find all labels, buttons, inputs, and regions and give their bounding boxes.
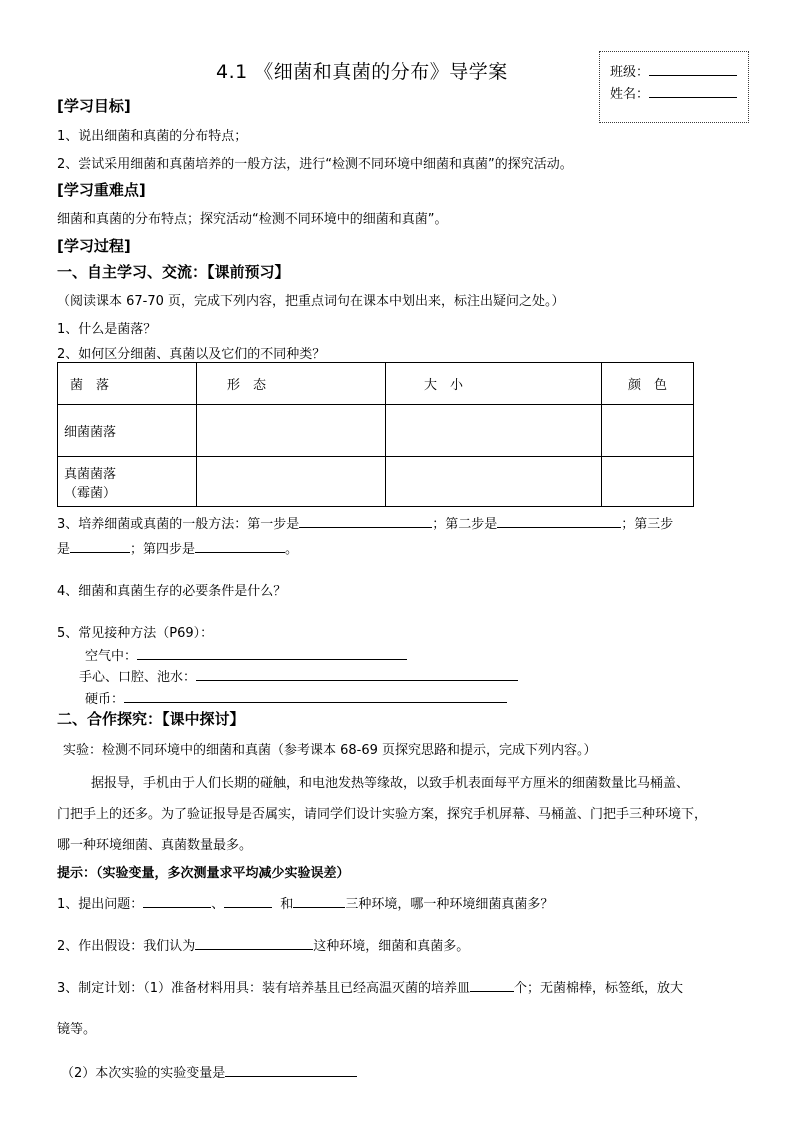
goal-item-1: 1、说出细菌和真菌的分布特点； — [57, 129, 248, 144]
part1-note: （阅读课本 67-70 页，完成下列内容，把重点词句在课本中划出来，标注出疑问之处。） — [57, 294, 565, 309]
cell-blank[interactable] — [602, 405, 694, 457]
name-blank[interactable] — [649, 84, 737, 98]
colony-table — [57, 362, 694, 507]
student-info-box — [599, 51, 749, 123]
goal-item-2: 2、尝试采用细菌和真菌培养的一般方法，进行“检测不同环境中细菌和真菌”的探究活动。 — [57, 157, 573, 172]
row-label-bacteria: 细菌菌落 — [58, 405, 197, 457]
variable-blank[interactable] — [225, 1063, 357, 1077]
cell-blank[interactable] — [602, 457, 694, 507]
table-row — [58, 457, 694, 507]
step-3 — [57, 977, 683, 996]
s1-text-b: 、 — [211, 897, 225, 912]
s3-text-b: 个；无菌棉棒，标签纸，放大 — [514, 981, 684, 996]
s3-text-a: 3、制定计划：（1）准备材料用具：装有培养基且已经高温灭菌的培养皿 — [57, 981, 471, 996]
question-4: 4、细菌和真菌生存的必要条件是什么？ — [57, 584, 287, 599]
question-3-line1 — [57, 513, 673, 532]
part1-heading: 一、自主学习、交流：【课前预习】 — [57, 263, 290, 281]
s2-text-a: 2、作出假设：我们认为 — [57, 939, 196, 954]
key-points-heading: [学习重难点] — [57, 181, 146, 199]
table-header-row — [58, 363, 694, 405]
environment-2-blank[interactable] — [224, 894, 272, 908]
row-label-fungi-line1: 真菌菌落 — [64, 466, 117, 482]
q3-text-e: ；第四步是 — [130, 542, 196, 557]
inoculation-air — [85, 645, 407, 664]
s1-text-c: 和 — [280, 897, 294, 912]
step2-blank[interactable] — [497, 514, 621, 528]
hint-text: 提示：（实验变量，多次测量求平均减少实验误差） — [57, 866, 350, 881]
s3-2-text: （2）本次实验的实验变量是 — [61, 1066, 226, 1081]
q3-text-f: 。 — [285, 542, 299, 557]
cell-blank[interactable] — [386, 457, 602, 507]
step-3-2 — [61, 1062, 357, 1081]
part2-heading: 二、合作探究：【课中探讨】 — [57, 710, 245, 728]
step-1 — [57, 893, 553, 912]
key-points-text: 细菌和真菌的分布特点；探究活动“检测不同环境中的细菌和真菌”。 — [57, 212, 448, 227]
report-para-line3: 哪一种环境细菌、真菌数量最多。 — [57, 838, 253, 853]
environment-3-blank[interactable] — [293, 894, 345, 908]
header-color: 颜 色 — [602, 363, 694, 405]
q3-text-b: ；第二步是 — [432, 517, 498, 532]
experiment-intro: 实验：检测不同环境中的细菌和真菌（参考课本 68-69 页探究思路和提示，完成下列内容。） — [63, 743, 597, 758]
cell-blank[interactable] — [386, 405, 602, 457]
goals-heading: [学习目标] — [57, 97, 131, 115]
header-size: 大 小 — [386, 363, 602, 405]
q3-text-a: 3、培养细菌或真菌的一般方法：第一步是 — [57, 517, 300, 532]
page-title: 4.1 《细菌和真菌的分布》导学案 — [216, 61, 508, 83]
row-label-fungi — [58, 457, 197, 507]
class-field[interactable] — [610, 61, 737, 80]
name-field[interactable] — [610, 83, 737, 102]
coin-label: 硬币： — [85, 692, 125, 707]
process-heading: [学习过程] — [57, 237, 131, 255]
coin-blank[interactable] — [124, 689, 507, 703]
report-para-line1: 据报导，手机由于人们长期的碰触，和电池发热等缘故，以致手机表面每平方厘米的细菌数量比马桶盖、 — [91, 776, 690, 791]
step-3-cont: 镜等。 — [57, 1022, 97, 1037]
cell-blank[interactable] — [197, 405, 386, 457]
air-blank[interactable] — [137, 646, 407, 660]
step4-blank[interactable] — [195, 539, 285, 553]
question-5: 5、常见接种方法（P69）： — [57, 626, 214, 641]
q3-text-d: 是 — [57, 542, 71, 557]
inoculation-hand — [79, 666, 518, 685]
q3-text-c: ；第三步 — [621, 517, 674, 532]
hypothesis-blank[interactable] — [195, 936, 313, 950]
class-label: 班级： — [610, 65, 650, 80]
hand-label: 手心、口腔、池水： — [79, 670, 197, 685]
question-3-line2 — [57, 538, 298, 557]
question-1: 1、什么是菌落？ — [57, 322, 157, 337]
s1-text-a: 1、提出问题： — [57, 897, 144, 912]
class-blank[interactable] — [649, 62, 737, 76]
environment-1-blank[interactable] — [143, 894, 211, 908]
table-row — [58, 405, 694, 457]
s2-text-b: 这种环境，细菌和真菌多。 — [313, 939, 470, 954]
hand-blank[interactable] — [196, 667, 518, 681]
air-label: 空气中： — [85, 649, 138, 664]
report-para-line2: 门把手上的还多。为了验证报导是否属实，请同学们设计实验方案，探究手机屏幕、马桶盖、门把手三种环境下， — [57, 807, 708, 822]
s1-text-d: 三种环境，哪一种环境细菌真菌多？ — [345, 897, 554, 912]
question-2: 2、如何区分细菌、真菌以及它们的不同种类？ — [57, 347, 326, 362]
name-label: 姓名： — [610, 87, 650, 102]
header-colony: 菌 落 — [58, 363, 197, 405]
step3-blank[interactable] — [70, 539, 130, 553]
header-shape: 形 态 — [197, 363, 386, 405]
inoculation-coin — [85, 688, 507, 707]
step-2 — [57, 935, 469, 954]
cell-blank[interactable] — [197, 457, 386, 507]
row-label-fungi-line2: （霉菌） — [64, 485, 117, 501]
step1-blank[interactable] — [299, 514, 432, 528]
dish-count-blank[interactable] — [470, 978, 514, 992]
